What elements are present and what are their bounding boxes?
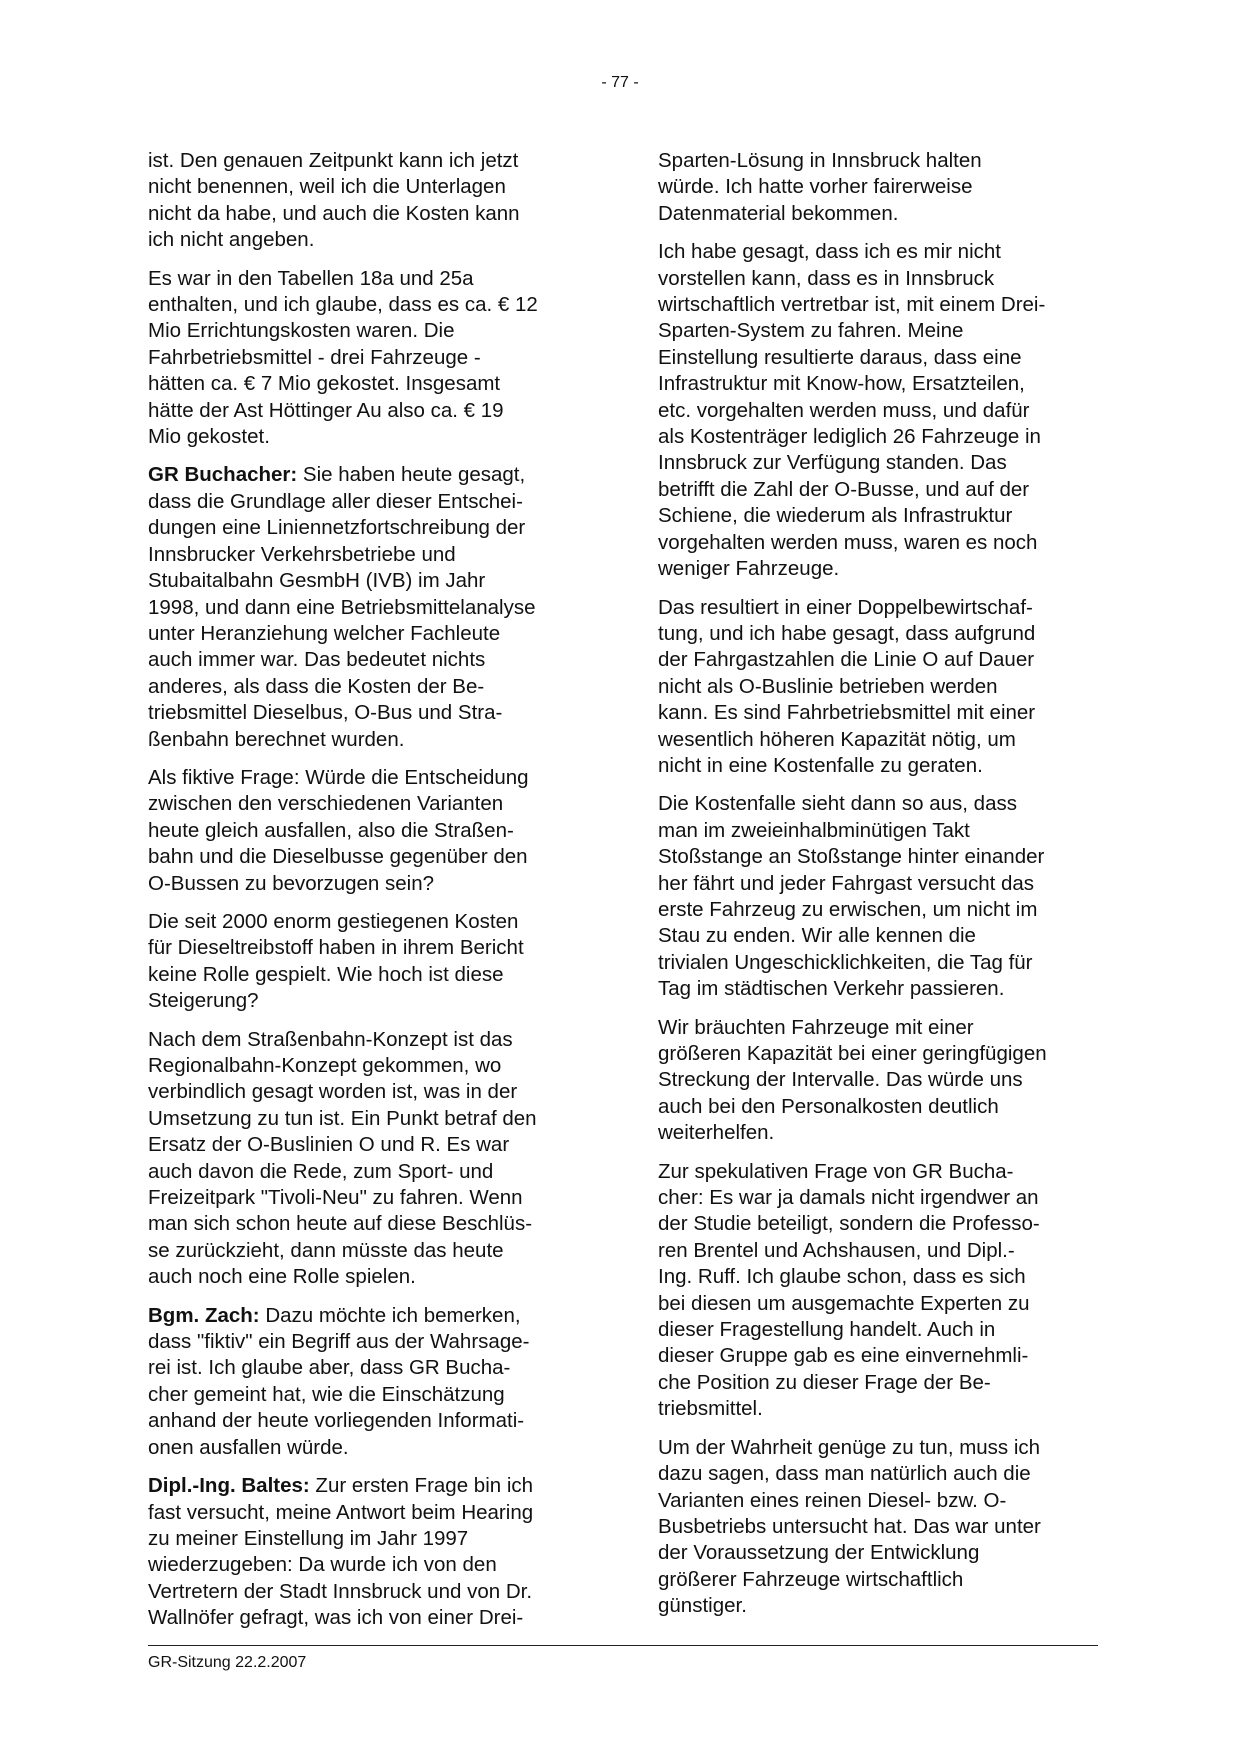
- paragraph: Die seit 2000 enorm gestiegenen Kosten für Dieseltreibstoff haben in ihrem Bericht keine Rolle gespielt. Wie hoch ist diese Steigerung?: [148, 909, 524, 1013]
- paragraph: ist. Den genauen Zeitpunkt kann ich jetzt nicht benennen, weil ich die Unterlagen nicht da habe, und auch die Kosten kann ich nicht angeben.: [148, 149, 520, 252]
- left-column: [148, 148, 588, 1644]
- paragraph: Sparten-Lösung in Innsbruck halten würde. Ich hatte vorher fairerweise Datenmaterial bekommen.: [658, 149, 982, 225]
- paragraph: Wir bräuchten Fahrzeuge mit einer größeren Kapazität bei einer geringfügigen Streckung der Intervalle. Das würde uns auch bei den Personalkosten deutlich weiterhelfen.: [658, 1015, 1047, 1145]
- page-number: - 77 -: [601, 74, 639, 91]
- paragraph: Es war in den Tabellen 18a und 25a enthalten, und ich glaube, dass es ca. € 12 Mio Errichtungskosten waren. Die Fahrbetriebsmittel - drei Fahrzeuge - hätten ca. € 7 Mio gekostet. Insgesamt hätte der Ast Höttinger Au also ca. € 19 Mio gekostet.: [148, 266, 538, 449]
- paragraph: Dipl.-Ing. Baltes: Zur ersten Frage bin ich fast versucht, meine Antwort beim Hearing zu meiner Einstellung im Jahr 1997 wiederzugeben: Da wurde ich von den Vertretern der Stadt Innsbruck und von Dr. Wallnöfer gefragt, was ich von einer Drei-: [148, 1474, 534, 1630]
- paragraph: Zur spekulativen Frage von GR Bucha- cher: Es war ja damals nicht irgendwer an der Studie beteiligt, sondern die Professo- ren Brentel und Achshausen, und Dipl.- Ing. Ruff. Ich glaube schon, dass es sich bei diesen um ausgemachte Experten zu dieser Fragestellung handelt. Auch in dieser Gruppe gab es eine einvernehmli- che Position zu dieser Frage der Be- triebsmittel.: [658, 1159, 1040, 1421]
- speaker-name: Dipl.-Ing. Baltes:: [148, 1474, 310, 1498]
- paragraph: Nach dem Straßenbahn-Konzept ist das Regionalbahn-Konzept gekommen, wo verbindlich gesagt worden ist, was in der Umsetzung zu tun ist. Ein Punkt betraf den Ersatz der O-Buslinien O und R. Es war auch davon die Rede, zum Sport- und Freizeitpark "Tivoli-Neu" zu fahren. Wenn man sich schon heute auf diese Beschlüs- se zurückzieht, dann müsste das heute auch noch eine Rolle spielen.: [148, 1027, 537, 1289]
- paragraph: Bgm. Zach: Dazu möchte ich bemerken, dass "fiktiv" ein Begriff aus der Wahrsage- rei ist. Ich glaube aber, dass GR Bucha- cher gemeint hat, wie die Einschätzung anhand der heute vorliegenden Informati- onen ausfallen würde.: [148, 1303, 530, 1459]
- paragraph: Um der Wahrheit genüge zu tun, muss ich dazu sagen, dass man natürlich auch die Varianten eines reinen Diesel- bzw. O- Busbetriebs untersucht hat. Das war unter der Voraussetzung der Entwicklung größerer Fahrzeuge wirtschaftlich günstiger.: [658, 1435, 1041, 1618]
- speaker-name: GR Buchacher:: [148, 463, 298, 487]
- paragraph: GR Buchacher: Sie haben heute gesagt, dass die Grundlage aller dieser Entschei- dungen eine Liniennetzfortschreibung der Innsbrucker Verkehrsbetriebe und Stubaitalbahn GesmbH (IVB) im Jahr 1998, und dann eine Betriebsmittelanalyse unter Heranziehung welcher Fachleute auch immer war. Das bedeutet nichts anderes, als dass die Kosten der Be- triebsmittel Dieselbus, O-Bus und Stra- ßenbahn berechnet wurden.: [148, 463, 536, 751]
- footer-session-date: GR-Sitzung 22.2.2007: [148, 1654, 307, 1671]
- paragraph: Das resultiert in einer Doppelbewirtschaf- tung, und ich habe gesagt, dass aufgrund der Fahrgastzahlen die Linie O auf Dauer nicht als O-Buslinie betrieben werden kann. Es sind Fahrbetriebsmittel mit einer wesentlich höheren Kapazität nötig, um nicht in eine Kostenfalle zu geraten.: [658, 595, 1036, 777]
- footer-divider: [148, 1645, 1098, 1646]
- paragraph: Ich habe gesagt, dass ich es mir nicht vorstellen kann, dass es in Innsbruck wirtschaftlich vertretbar ist, mit einem Drei- Sparten-System zu fahren. Meine Einstellung resultierte daraus, dass eine Infrastruktur mit Know-how, Ersatzteilen, etc. vorgehalten werden muss, und dafür als Kostenträger lediglich 26 Fahrzeuge in Innsbruck zur Verfügung standen. Das betrifft die Zahl der O-Busse, und auf der Schiene, die wiederum als Infrastruktur vorgehalten werden muss, waren es noch weniger Fahrzeuge.: [658, 240, 1046, 581]
- paragraph: Die Kostenfalle sieht dann so aus, dass man im zweieinhalbminütigen Takt Stoßstange an Stoßstange hinter einander her fährt und jeder Fahrgast versucht das erste Fahrzeug zu erwischen, um nicht im Stau zu enden. Wir alle kennen die trivialen Ungeschicklichkeiten, die Tag für Tag im städtischen Verkehr passieren.: [658, 792, 1045, 1001]
- paragraph: Als fiktive Frage: Würde die Entscheidung zwischen den verschiedenen Varianten heute gleich ausfallen, also die Straßen- bahn und die Dieselbusse gegenüber den O-Bussen zu bevorzugen sein?: [148, 765, 529, 895]
- right-column: [658, 148, 1098, 1632]
- speaker-name: Bgm. Zach:: [148, 1303, 260, 1327]
